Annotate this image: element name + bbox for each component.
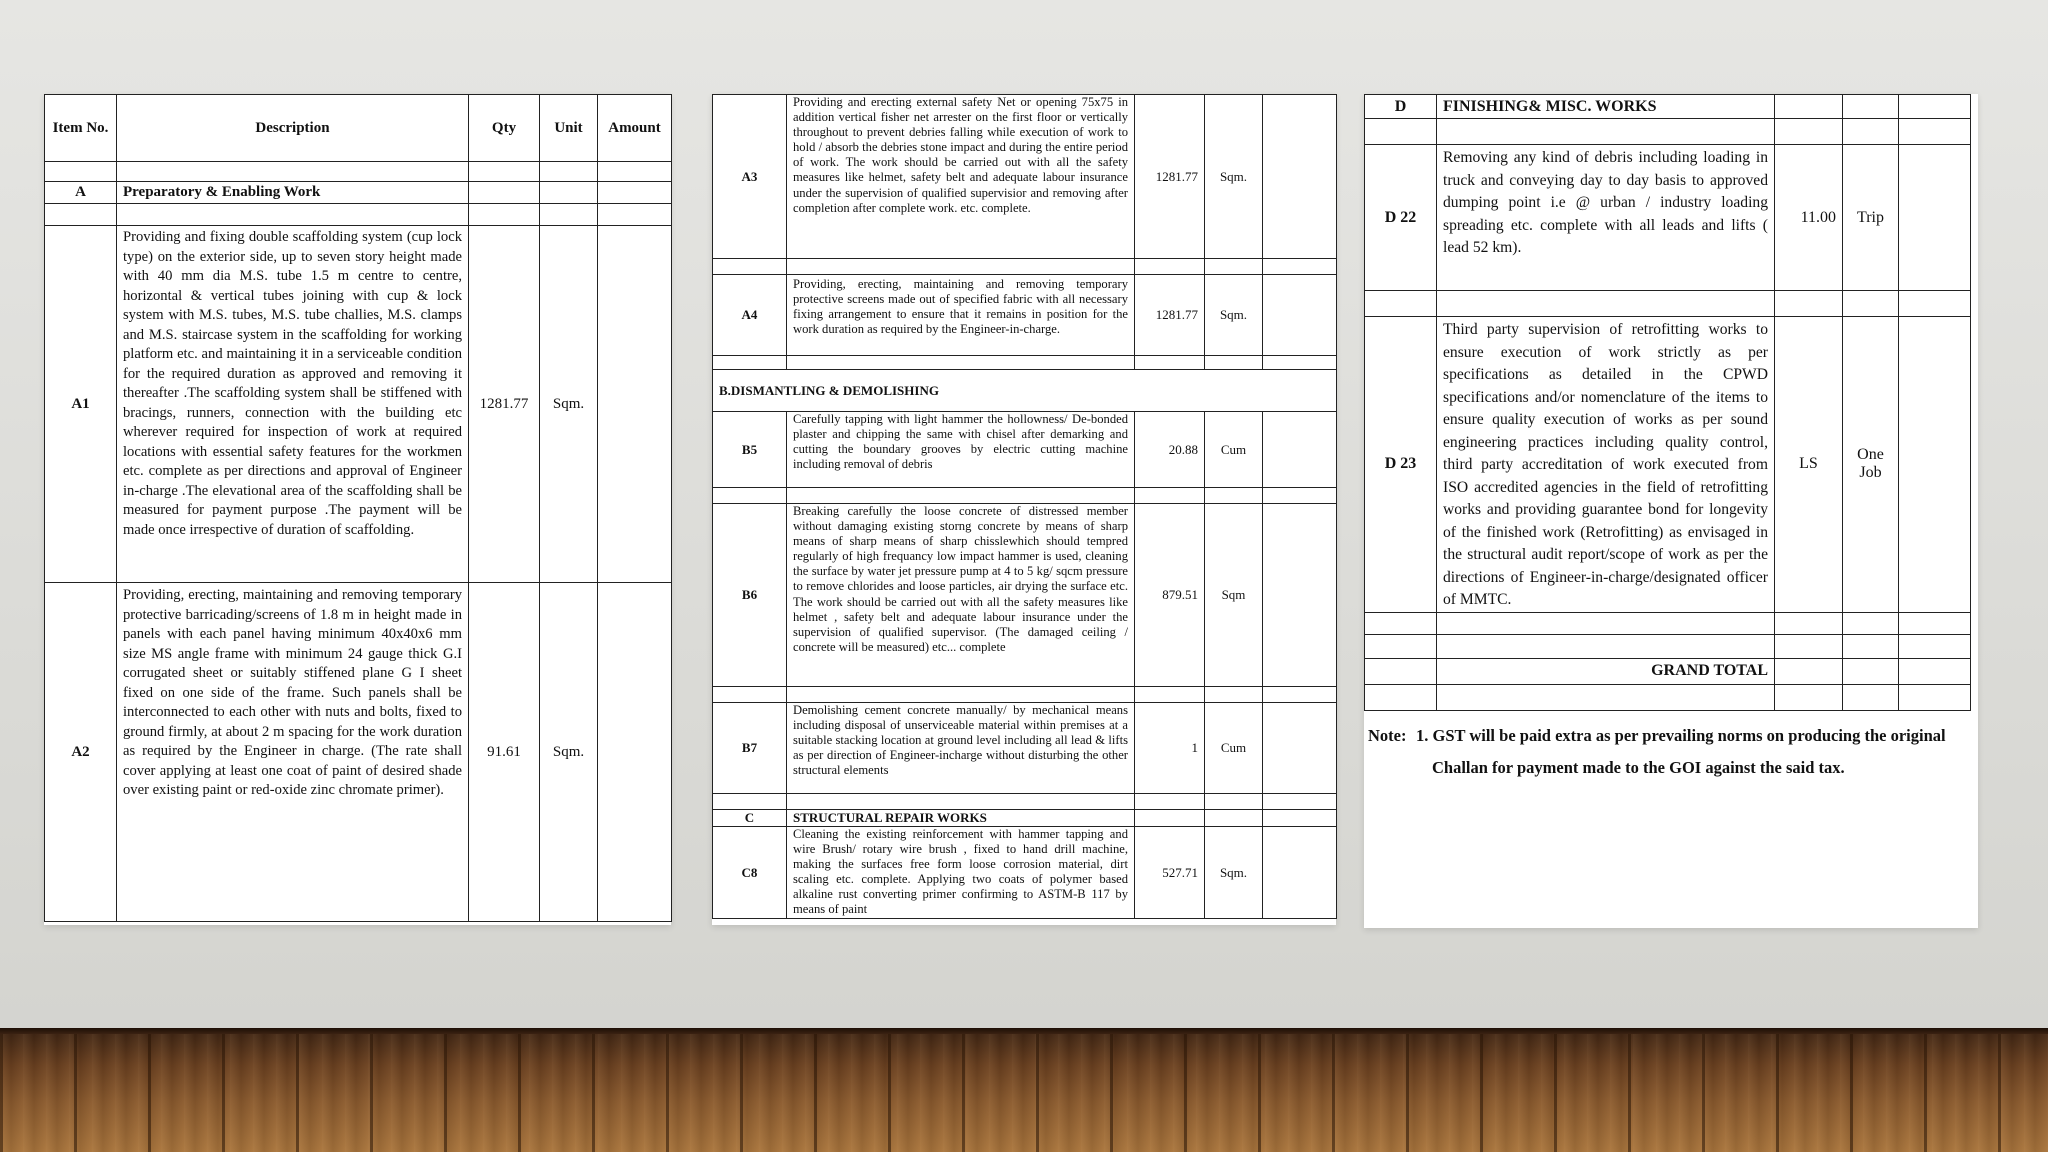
- header-item-no: Item No.: [45, 95, 117, 162]
- item-amount: [1899, 317, 1971, 613]
- spacer-row: [1365, 291, 1971, 317]
- item-unit: Sqm.: [1205, 275, 1263, 356]
- section-row: [45, 182, 672, 204]
- item-description: Carefully tapping with light hammer the hollowness/ De-bonded plaster and chipping the same with chisel after demarking and cutting the boundary grooves by electric cutting machine including removal of debris: [787, 412, 1135, 488]
- section-code: A: [45, 182, 117, 204]
- note-label: Note:: [1368, 726, 1407, 745]
- item-amount: [1263, 504, 1337, 687]
- item-qty: 527.71: [1135, 827, 1205, 919]
- item-unit: Sqm.: [1205, 827, 1263, 919]
- item-amount: [598, 226, 672, 583]
- item-description: Demolishing cement concrete manually/ by mechanical means including disposal of unserviceable material within premises at a suitable stacking location at ground level including all lead & lifts as per direction of Engineer-incharge without disturbing the other structural elements: [787, 703, 1135, 794]
- item-no: A3: [713, 95, 787, 259]
- boq-panel-2: [712, 94, 1336, 925]
- header-description: Description: [117, 95, 469, 162]
- item-description: Providing and fixing double scaffolding system (cup lock type) on the exterior side, up to seven story height made with 40 mm dia M.S. tube 1.5 m centre to centre, horizontal & vertical tubes joining with cup & lock system with M.S. tubes, M.S. tube challies, M.S. clamps and M.S. staircase system in the scaffolding for working platform etc. and maintaining it in a serviceable condition for the required duration as approved and removing it thereafter .The scaffolding system shall be stiffened with bracings, runners, connection with the building etc wherever required for inspection of work at required locations with essential safety features for the workmen etc. complete as per directions and approval of Engineer in-charge .The elevational area of the scaffolding shall be measured for payment purpose .The payment will be made once irrespective of duration of scaffolding.: [117, 226, 469, 583]
- item-no: B6: [713, 504, 787, 687]
- item-description: Providing, erecting, maintaining and removing temporary protective screens made out of specified fabric with all necessary fixing arrangement to ensure that it remains in position for the work duration as required by the Engineer-in-charge.: [787, 275, 1135, 356]
- table-row: [1365, 317, 1971, 613]
- item-description: Providing and erecting external safety Net or opening 75x75 in addition vertical fisher net arrester on the first floor or vertically throughout to prevent debries falling while execution of work to hold / absorb the debries stone impact and during the entire period of work. The work should be carried out with all the safety measures like helmet, safety belt and adequate labour insurance under the supervision of qualified supervisior and removing after completion after complete work. etc. complete.: [787, 95, 1135, 259]
- boq-panel-1: [44, 94, 671, 925]
- section-title: B.DISMANTLING & DEMOLISHING: [713, 370, 1337, 412]
- header-row: [45, 95, 672, 162]
- grand-total-row: [1365, 658, 1971, 684]
- item-amount: [1263, 703, 1337, 794]
- section-code: D: [1365, 95, 1437, 119]
- section-code: C: [713, 810, 787, 827]
- section-row: [713, 370, 1337, 412]
- item-qty: LS: [1775, 317, 1843, 613]
- item-no: D 23: [1365, 317, 1437, 613]
- boq-table-2: [712, 94, 1337, 919]
- item-no: A1: [45, 226, 117, 583]
- section-title: Preparatory & Enabling Work: [117, 182, 469, 204]
- item-qty: 1: [1135, 703, 1205, 794]
- item-unit: Sqm.: [1205, 95, 1263, 259]
- grand-total-label: GRAND TOTAL: [1437, 658, 1775, 684]
- item-description: Breaking carefully the loose concrete of distressed member without damaging existing storng concrete by means of sharp means of sharp means of sharp chisslewhich should tempred regularly of high frequancy low impact hammer is used, cleaning the surface by water jet pressure pump at 4 to 5 kg/ sqcm pressure to remove chlorides and loose particles, air drying the surface etc. The work should be carried out with all the safety measures like helmet , safety belt and adequate labour insurance under the supervision of qualified supervisor. (The damaged ceiling / concrete will be measured) etc... complete: [787, 504, 1135, 687]
- note-line-1: 1. GST will be paid extra as per prevailing norms on producing the original: [1416, 726, 1946, 745]
- boq-panel-3: [1364, 94, 1978, 928]
- item-description: Cleaning the existing reinforcement with hammer tapping and wire Brush/ rotary wire brush , fixed to hand drill machine, making the surfaces free form loose corrosion material, dirt scaling etc. complete. Applying two coats of polymer based alkaline rust converting primer confirming to ASTM-B 117 by means of paint: [787, 827, 1135, 919]
- boq-table-1: [44, 94, 672, 922]
- item-amount: [1263, 412, 1337, 488]
- boq-table-3: [1364, 94, 1971, 711]
- item-no: A4: [713, 275, 787, 356]
- header-unit: Unit: [540, 95, 598, 162]
- item-description: Providing, erecting, maintaining and removing temporary protective barricading/screens of 1.8 m in height made in panels with each panel having minimum 40x40x6 mm size MS angle frame with minimum 24 gauge thick G.I corrugated sheet or suitably stiffened plane G I sheet fixed on one side of the frame. Such panels shall be interconnected to each other with nuts and bolts, fixed to ground firmly, at about 2 m spacing for the work duration as required by the Engineer in charge. (The rate shall cover applying at least one coat of paint of desired shade over existing paint or red-oxide zinc chromate primer).: [117, 583, 469, 922]
- item-qty: 1281.77: [1135, 275, 1205, 356]
- table-row: [45, 583, 672, 922]
- item-description: Removing any kind of debris including loading in truck and conveying day to day basis to approved dumping point i.e @ urban / industry loading spreading etc. complete with all leads and lifts ( lead 52 km).: [1437, 145, 1775, 291]
- item-amount: [1899, 145, 1971, 291]
- item-unit: One Job: [1843, 317, 1899, 613]
- item-unit: Cum: [1205, 412, 1263, 488]
- item-amount: [1263, 95, 1337, 259]
- item-amount: [598, 583, 672, 922]
- table-row: [713, 703, 1337, 794]
- spacer-row: [45, 204, 672, 226]
- table-row: [45, 226, 672, 583]
- item-qty: 879.51: [1135, 504, 1205, 687]
- section-row: [713, 810, 1337, 827]
- item-unit: Trip: [1843, 145, 1899, 291]
- item-description: Third party supervision of retrofitting works to ensure execution of work strictly as per specifications as detailed in the CPWD specifications and/or nomenclature of the items to ensure quality execution of works as per sound engineering practices including quality control, third party accreditation of work executed from ISO accredited agencies in the field of retrofitting works and providing guarantee bond for longevity of the finished work (Retrofitting) as envisaged in the structural audit report/scope of work as per the directions of Engineer-in-charge/designated officer of MMTC.: [1437, 317, 1775, 613]
- wooden-floor: [0, 1028, 2048, 1152]
- table-row: [1365, 145, 1971, 291]
- header-amount: Amount: [598, 95, 672, 162]
- spacer-row: [1365, 634, 1971, 658]
- table-row: [713, 95, 1337, 259]
- note-line-2: Challan for payment made to the GOI against the said tax.: [1432, 758, 1845, 777]
- item-no: B5: [713, 412, 787, 488]
- spacer-row: [713, 259, 1337, 275]
- spacer-row: [1365, 612, 1971, 634]
- item-amount: [1263, 827, 1337, 919]
- item-no: A2: [45, 583, 117, 922]
- spacer-row: [713, 356, 1337, 370]
- item-unit: Cum: [1205, 703, 1263, 794]
- table-row: [713, 827, 1337, 919]
- table-row: [713, 412, 1337, 488]
- table-row: [713, 275, 1337, 356]
- item-no: B7: [713, 703, 787, 794]
- spacer-row: [45, 162, 672, 182]
- item-qty: 20.88: [1135, 412, 1205, 488]
- item-qty: 1281.77: [1135, 95, 1205, 259]
- header-qty: Qty: [469, 95, 540, 162]
- spacer-row: [1365, 119, 1971, 145]
- item-qty: 91.61: [469, 583, 540, 922]
- item-no: D 22: [1365, 145, 1437, 291]
- section-title: STRUCTURAL REPAIR WORKS: [787, 810, 1135, 827]
- item-unit: Sqm: [1205, 504, 1263, 687]
- spacer-row: [1365, 684, 1971, 710]
- item-no: C8: [713, 827, 787, 919]
- item-unit: Sqm.: [540, 583, 598, 922]
- table-row: [713, 504, 1337, 687]
- item-qty: 1281.77: [469, 226, 540, 583]
- section-title: FINISHING& MISC. WORKS: [1437, 95, 1775, 119]
- spacer-row: [713, 488, 1337, 504]
- item-unit: Sqm.: [540, 226, 598, 583]
- item-qty: 11.00: [1775, 145, 1843, 291]
- section-row: [1365, 95, 1971, 119]
- spacer-row: [713, 794, 1337, 810]
- spacer-row: [713, 687, 1337, 703]
- item-amount: [1263, 275, 1337, 356]
